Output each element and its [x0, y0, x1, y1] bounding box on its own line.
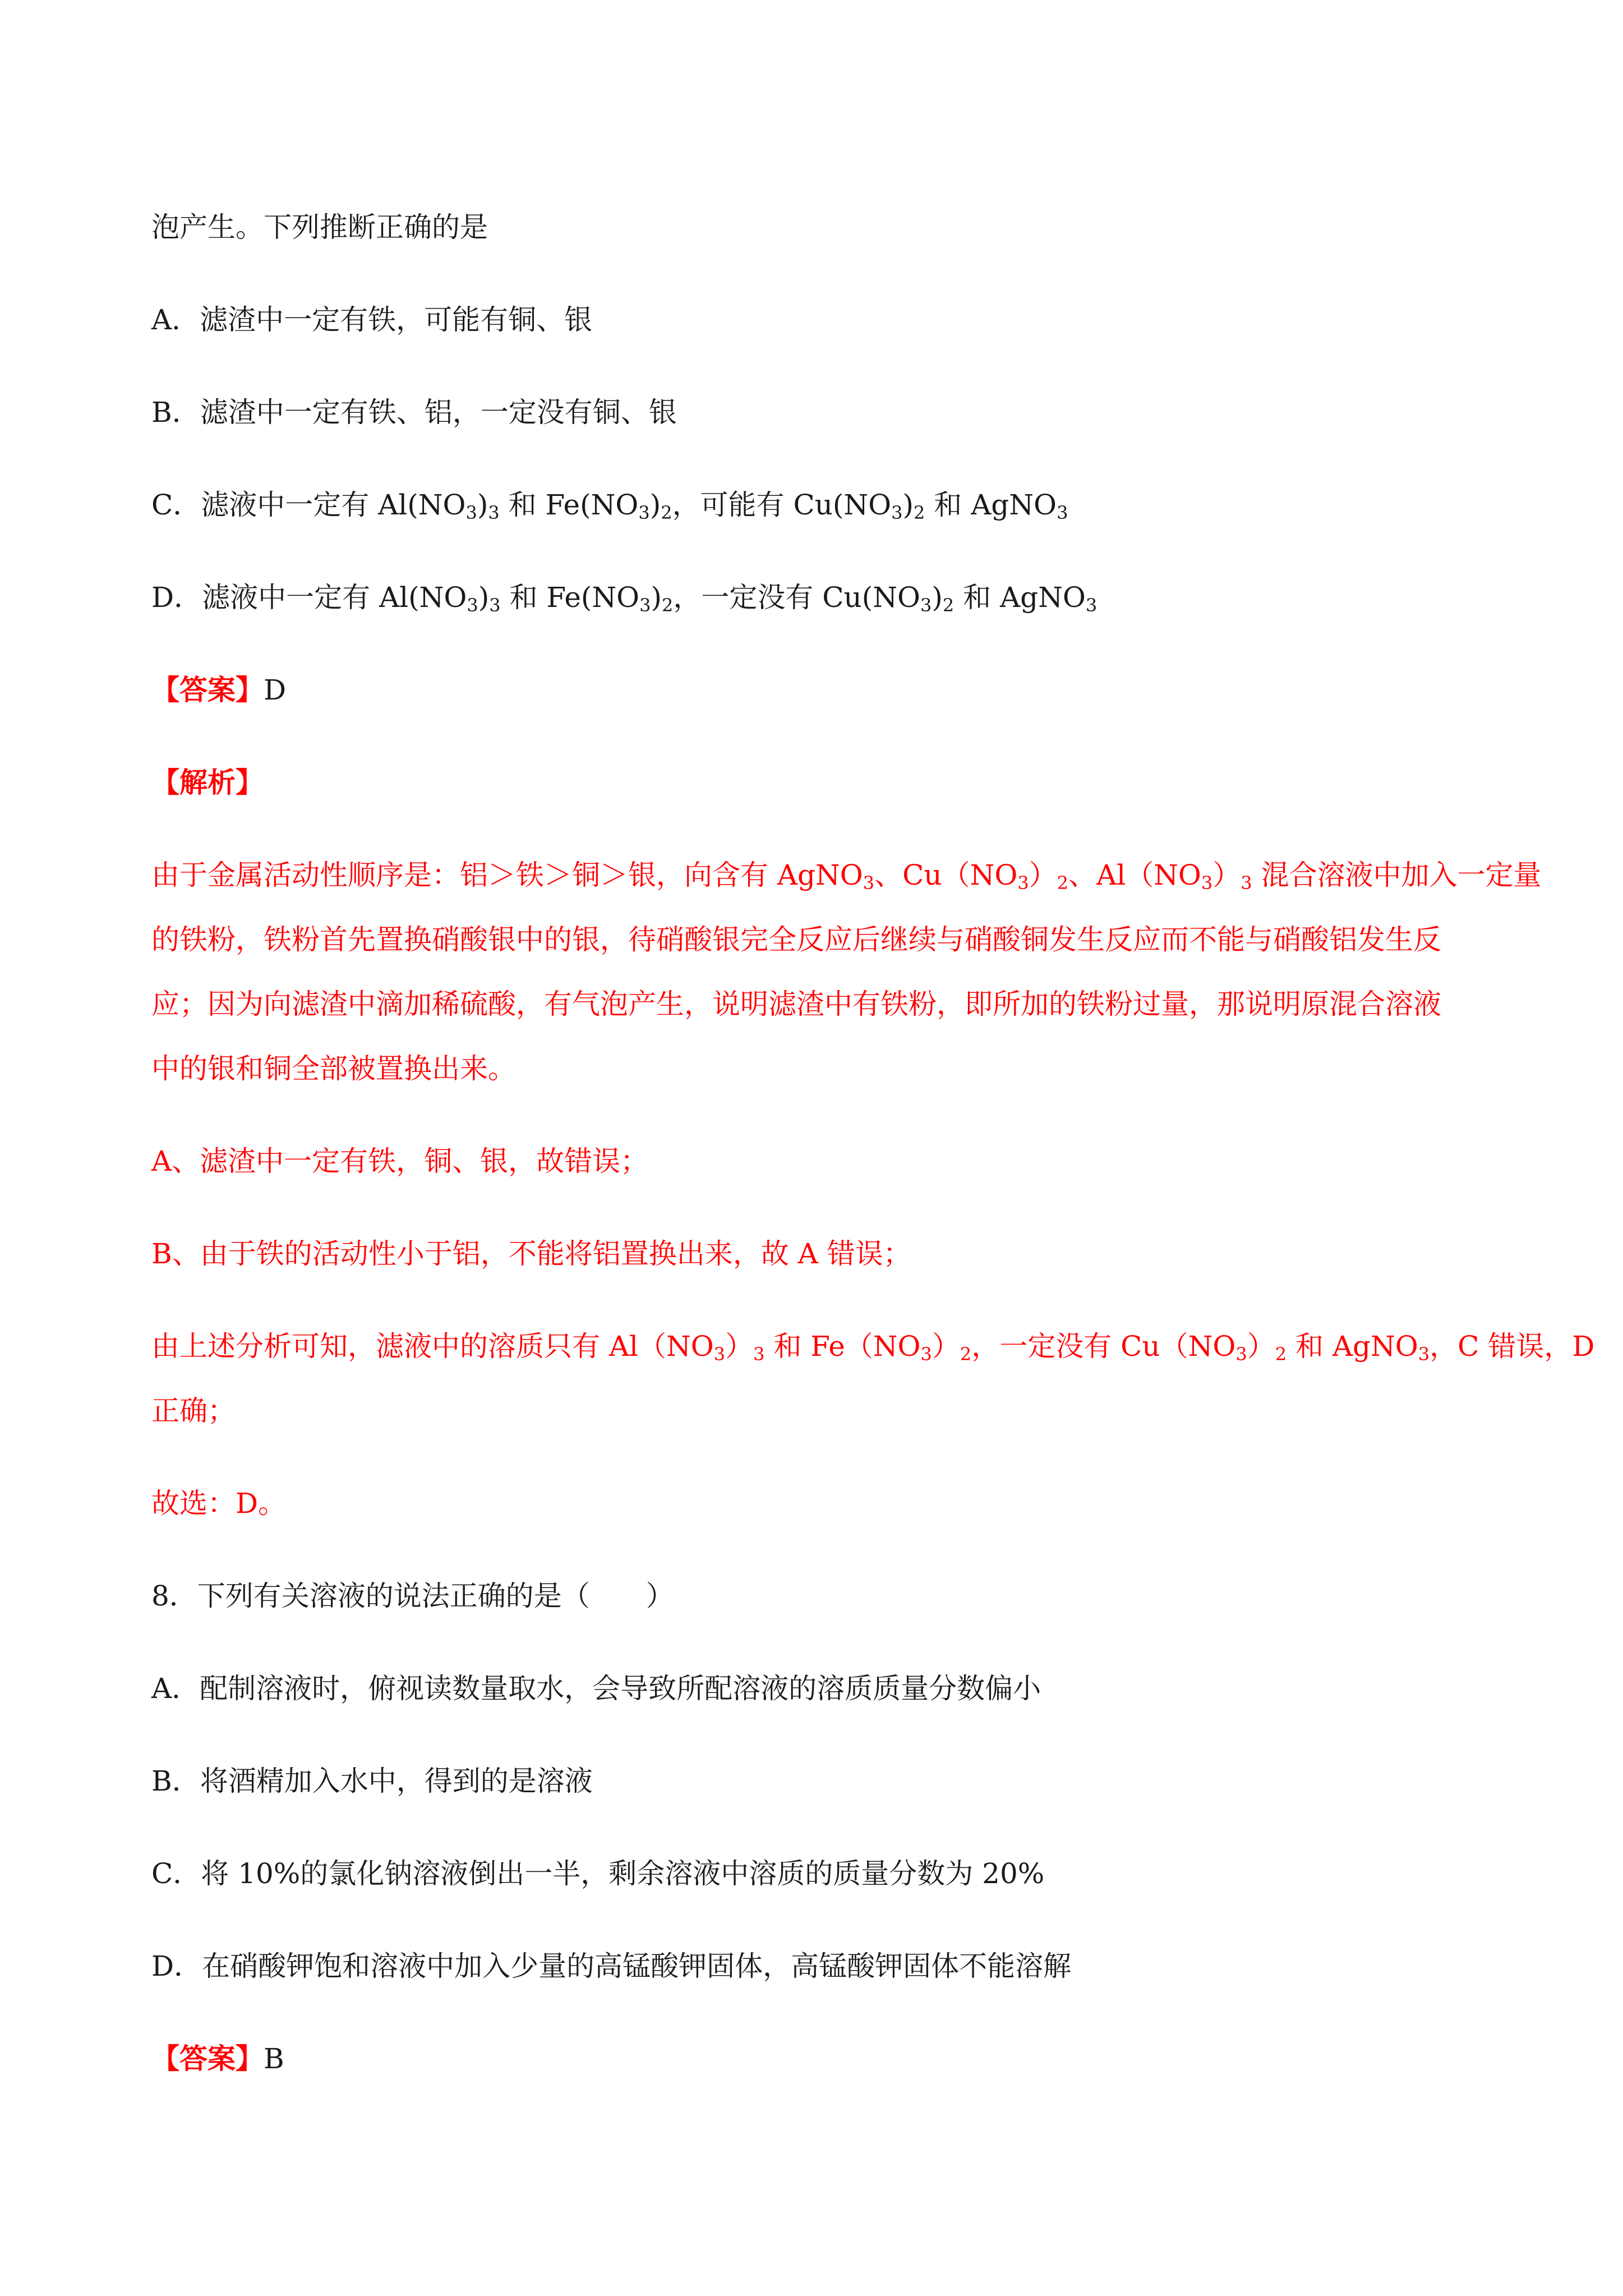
q7-option-c-text: C．滤液中一定有 Al(NO [151, 489, 466, 521]
q7-option-b: B．滤渣中一定有铁、铝，一定没有铜、银 [151, 396, 677, 429]
q7-option-d-text: ) [932, 581, 943, 614]
q7-option-d-text: D．滤液中一定有 Al(NO [151, 581, 467, 614]
subscript: 2 [1057, 872, 1069, 894]
answer-label: 【答案】 [151, 673, 264, 706]
subscript: 2 [661, 502, 672, 523]
analysis-line-2: 的铁粉，铁粉首先置换硝酸银中的银，待硝酸银完全反应后继续与硝酸铜发生反应而不能与硝酸铝发生反 [151, 923, 1441, 956]
q8-option-d: D．在硝酸钾饱和溶液中加入少量的高锰酸钾固体，高锰酸钾固体不能溶解 [151, 1950, 1072, 1982]
q7-option-d [151, 581, 1497, 614]
q7-option-d-text: 和 Fe(NO [500, 581, 640, 614]
q7-option-c-text: ，可能有 Cu(NO [672, 489, 892, 521]
subscript: 3 [863, 872, 875, 894]
subscript: 3 [753, 1343, 765, 1365]
subscript: 3 [1085, 595, 1098, 616]
subscript: 3 [1418, 1343, 1430, 1365]
q7-option-c-text: 和 Fe(NO [499, 489, 639, 521]
subscript: 3 [639, 595, 651, 616]
analysis-text: ） [932, 1330, 960, 1363]
subscript: 3 [1201, 872, 1213, 894]
q7-option-d-text: ，一定没有 Cu(NO [673, 581, 921, 614]
q7-option-c-text: ) [477, 489, 488, 521]
analysis-text: ） [1029, 859, 1057, 891]
q7-option-c-text: ) [649, 489, 661, 521]
analysis-text: 、Al（NO [1068, 859, 1201, 891]
subscript: 2 [960, 1343, 972, 1365]
answer-value: B [264, 2042, 284, 2075]
analysis-text: ，一定没有 Cu（NO [971, 1330, 1236, 1363]
subscript: 3 [1235, 1343, 1247, 1365]
analysis-text: 和 AgNO [1287, 1330, 1418, 1363]
analysis-text: 由上述分析可知，滤液中的溶质只有 Al（NO [151, 1330, 714, 1363]
q7-answer [151, 673, 1497, 707]
q8-answer [151, 2042, 1497, 2076]
subscript: 3 [920, 1343, 932, 1365]
analysis-text: 混合溶液中加入一定量 [1252, 859, 1542, 891]
q7-option-d-text: 和 AgNO [954, 581, 1086, 614]
answer-value: D [264, 674, 287, 706]
q8-option-b: B．将酒精加入水中，得到的是溶液 [151, 1765, 593, 1797]
q8-stem: 8．下列有关溶液的说法正确的是（ ） [151, 1580, 674, 1612]
analysis-text: ） [1212, 859, 1241, 891]
q7-option-c [151, 488, 1497, 522]
subscript: 3 [920, 595, 932, 616]
analysis-line-5 [151, 1329, 1595, 1365]
subscript: 3 [1017, 872, 1029, 894]
analysis-text: ） [725, 1330, 754, 1363]
subscript: 3 [713, 1343, 726, 1365]
subscript: 3 [489, 595, 501, 616]
subscript: 3 [465, 502, 477, 523]
subscript: 2 [662, 595, 674, 616]
analysis-line-3: 应；因为向滤渣中滴加稀硫酸，有气泡产生，说明滤渣中有铁粉，即所加的铁粉过量，那说明原混合溶液 [151, 988, 1441, 1020]
q7-option-a: A．滤渣中一定有铁，可能有铜、银 [151, 303, 593, 336]
answer-label: 【答案】 [151, 2042, 264, 2075]
analysis-conclusion: 故选：D。 [151, 1487, 287, 1520]
subscript: 3 [638, 502, 650, 523]
subscript: 3 [1057, 502, 1068, 523]
analysis-option-a: A、滤渣中一定有铁，铜、银，故错误； [151, 1145, 649, 1177]
subscript: 3 [488, 502, 500, 523]
subscript: 3 [891, 502, 903, 523]
subscript: 2 [914, 502, 925, 523]
q8-option-a: A．配制溶液时，俯视读数量取水，会导致所配溶液的溶质质量分数偏小 [151, 1672, 1041, 1705]
analysis-line-6: 正确； [151, 1395, 236, 1427]
analysis-option-b: B、由于铁的活动性小于铝，不能将铝置换出来，故 A 错误； [151, 1237, 911, 1270]
q7-option-c-text: 和 AgNO [925, 489, 1057, 521]
q7-option-d-text: ) [651, 581, 662, 614]
analysis-line-1 [151, 858, 1542, 894]
subscript: 3 [1241, 872, 1252, 894]
analysis-text: 、Cu（NO [874, 859, 1018, 891]
q7-option-d-text: ) [478, 581, 490, 614]
q8-option-c: C．将 10%的氯化钠溶液倒出一半，剩余溶液中溶质的质量分数为 20% [151, 1857, 1045, 1890]
analysis-text: ） [1247, 1330, 1275, 1363]
subscript: 3 [467, 595, 478, 616]
analysis-text: 由于金属活动性顺序是：铝＞铁＞铜＞银，向含有 AgNO [151, 859, 863, 891]
q7-stem-tail: 泡产生。下列推断正确的是 [151, 211, 488, 243]
subscript: 2 [1275, 1343, 1287, 1365]
analysis-label: 【解析】 [151, 766, 264, 799]
subscript: 2 [942, 595, 955, 616]
analysis-line-4: 中的银和铜全部被置换出来。 [151, 1052, 516, 1085]
analysis-text: ，C 错误，D [1430, 1330, 1595, 1363]
q7-option-c-text: ) [902, 489, 914, 521]
analysis-text: 和 Fe（NO [764, 1330, 921, 1363]
